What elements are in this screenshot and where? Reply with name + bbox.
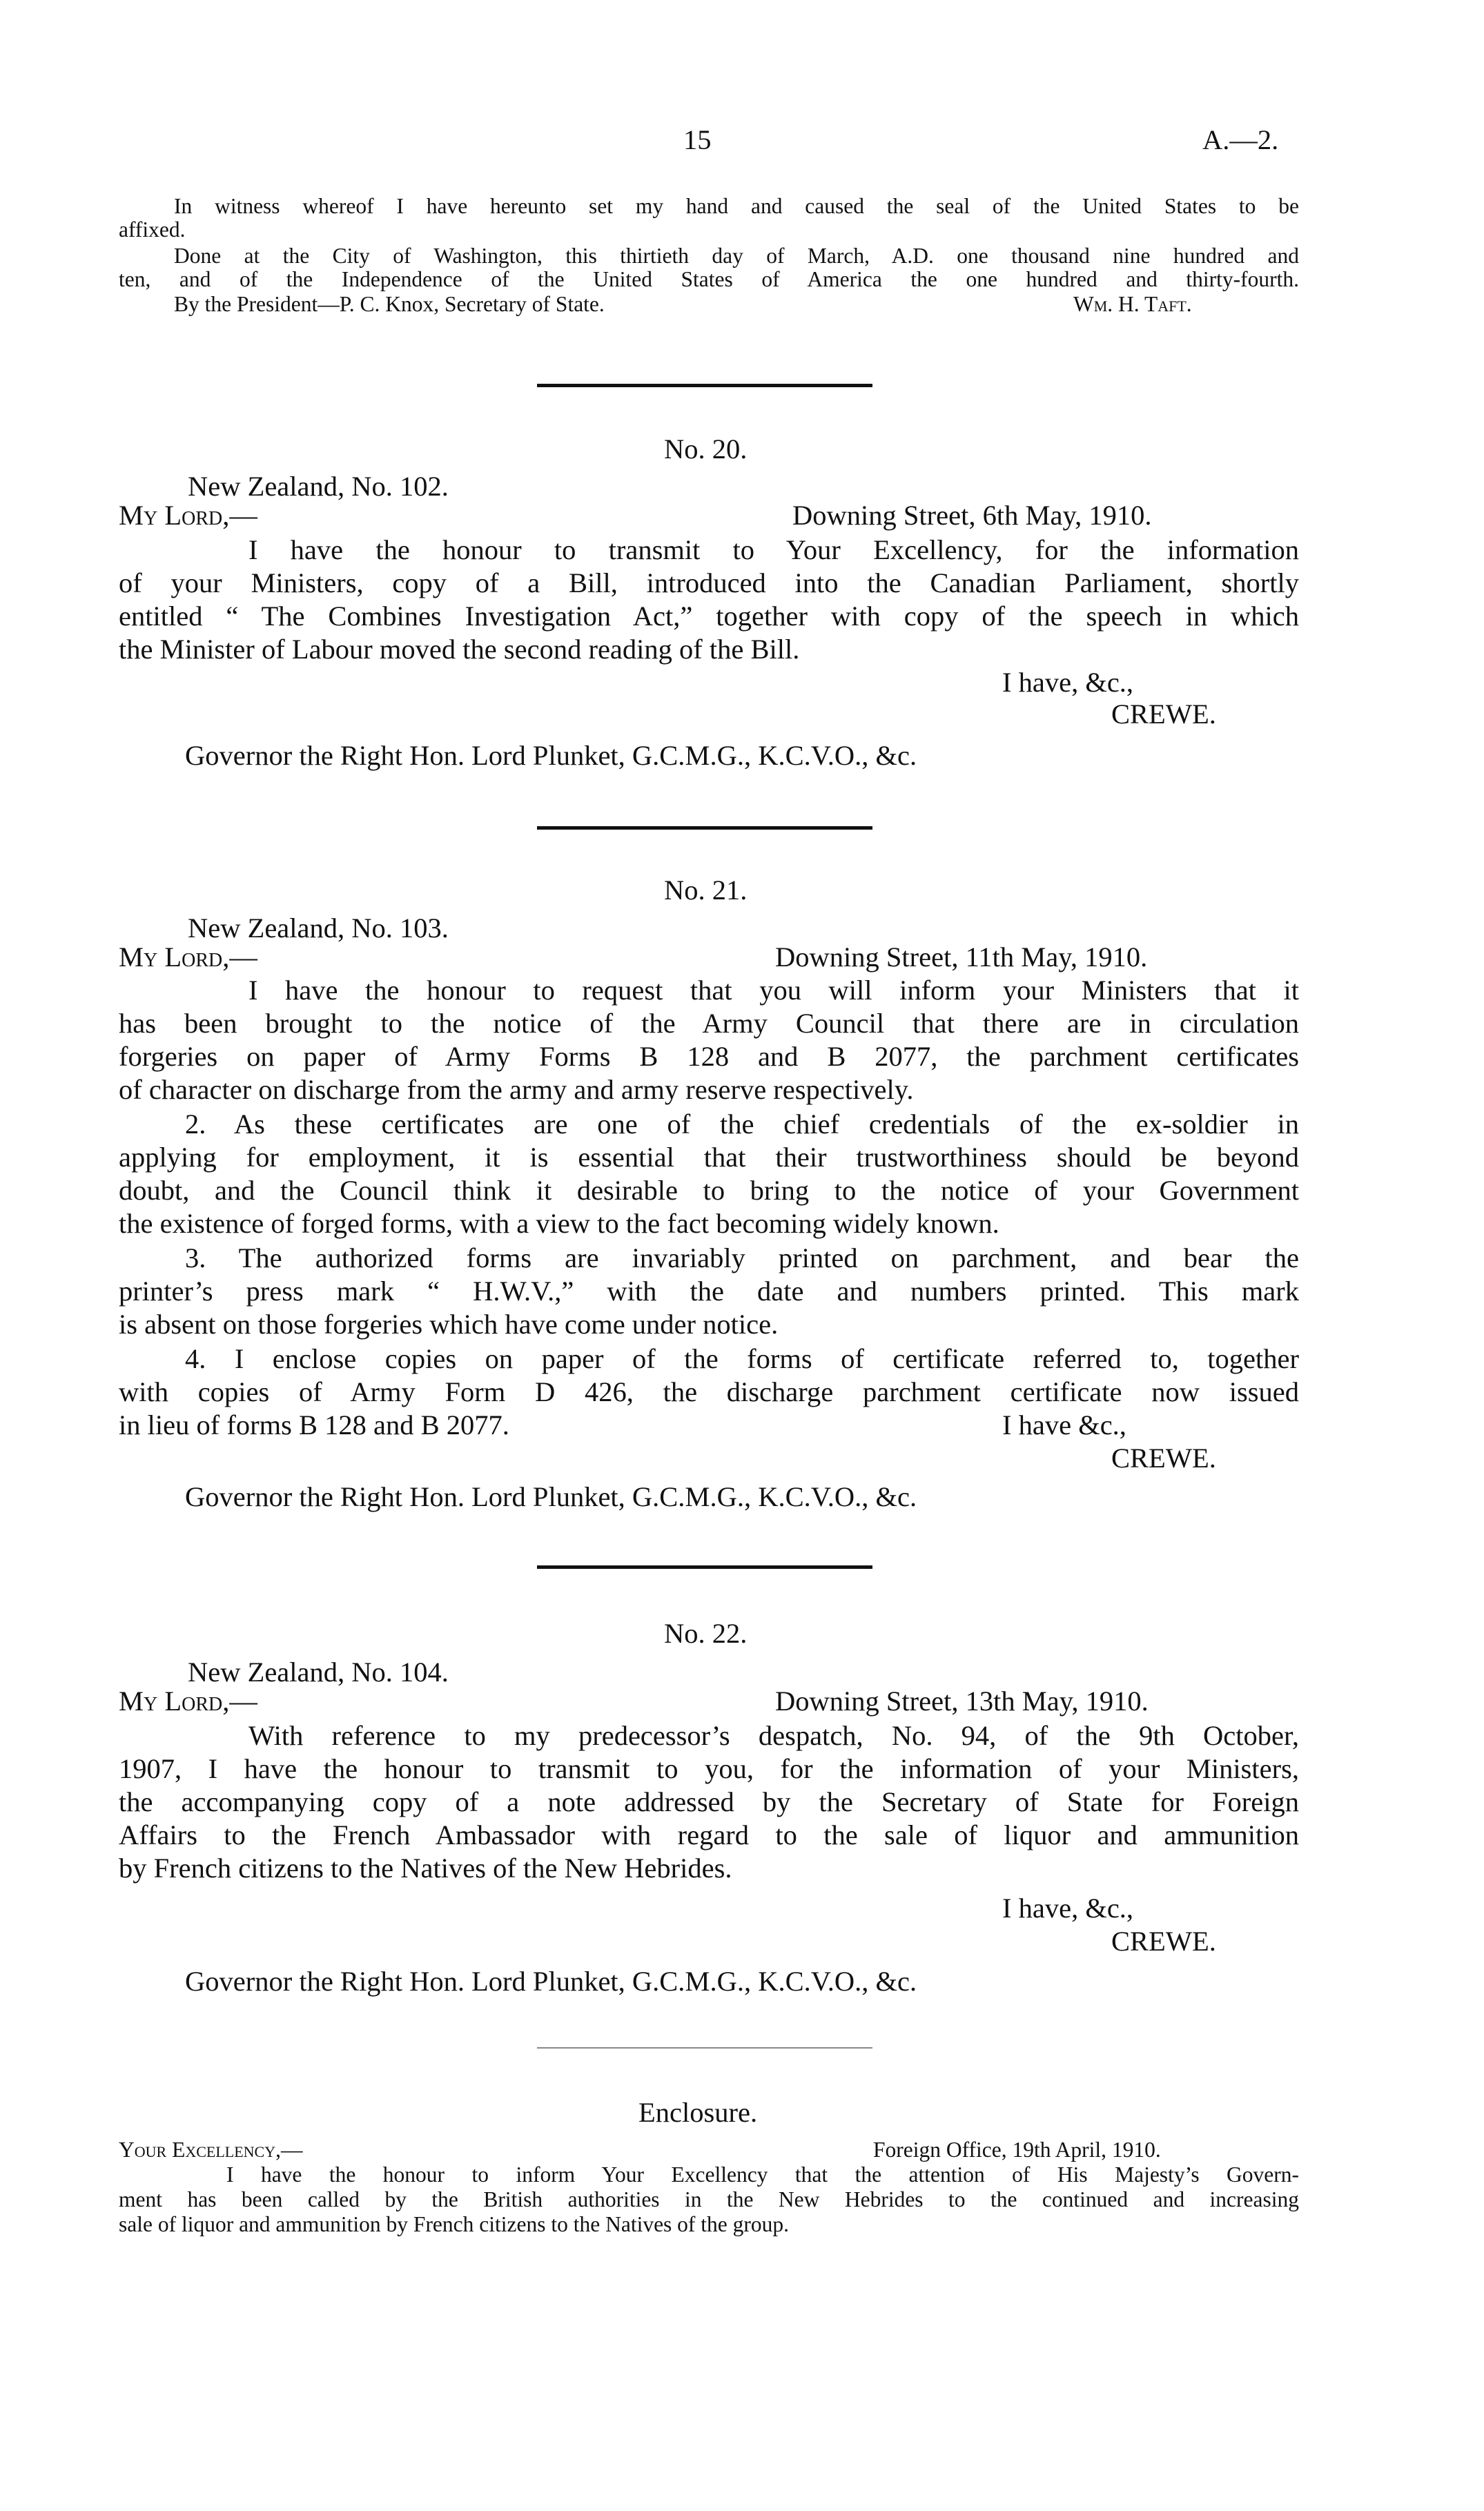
- addressee: Governor the Right Hon. Lord Plunket, G.C.M.G., K.C.V.O., &c.: [185, 740, 917, 771]
- despatch-reference: New Zealand, No. 102.: [188, 471, 449, 502]
- signature: CREWE.: [1111, 1926, 1216, 1957]
- addressee: Governor the Right Hon. Lord Plunket, G.C.M.G., K.C.V.O., &c.: [185, 1966, 917, 1997]
- witness-signature: Wm. H. Taft.: [1073, 292, 1192, 316]
- salutation: My Lord,—: [119, 500, 257, 531]
- body-line: 3. The authorized forms are invariably printed on parchment, and bear the: [185, 1242, 1299, 1273]
- body-line: the existence of forged forms, with a view to the fact becoming widely known.: [119, 1208, 999, 1239]
- salutation: My Lord,—: [119, 941, 257, 973]
- body-line: Affairs to the French Ambassador with regard to the sale of liquor and ammunition: [119, 1819, 1299, 1850]
- page-number: 15: [683, 124, 712, 155]
- place-date: Downing Street, 11th May, 1910.: [775, 941, 1148, 973]
- witness-line: ten, and of the Independence of the United States of America the one hundred and thirty-fourth.: [119, 267, 1299, 291]
- despatch-reference: New Zealand, No. 104.: [188, 1657, 449, 1688]
- body-line: by French citizens to the Natives of the New Hebrides.: [119, 1853, 732, 1884]
- signature: CREWE.: [1111, 698, 1216, 730]
- body-line: doubt, and the Council think it desirable to bring to the notice of your Government: [119, 1175, 1299, 1206]
- body-line: I have the honour to request that you will inform your Ministers that it: [248, 975, 1299, 1006]
- body-line: the Minister of Labour moved the second reading of the Bill.: [119, 634, 800, 665]
- body-line: With reference to my predecessor’s despatch, No. 94, of the 9th October,: [248, 1720, 1299, 1751]
- signature: CREWE.: [1111, 1443, 1216, 1474]
- paper-reference: A.—2.: [1202, 124, 1279, 155]
- closing: I have &c.,: [1002, 1409, 1126, 1440]
- enclosure-divider: [537, 2047, 872, 2049]
- enclosure-place-date: Foreign Office, 19th April, 1910.: [873, 2138, 1161, 2162]
- place-date: Downing Street, 13th May, 1910.: [775, 1686, 1149, 1717]
- despatch-number: No. 20.: [664, 433, 748, 465]
- body-line: printer’s press mark “ H.W.V.,” with the date and numbers printed. This mark: [119, 1276, 1299, 1307]
- body-line: applying for employment, it is essential that their trustworthiness should be beyond: [119, 1142, 1299, 1173]
- witness-line: In witness whereof I have hereunto set my hand and caused the seal of the United States to be: [174, 194, 1299, 218]
- witness-line: affixed.: [119, 217, 186, 242]
- body-line: is absent on those forgeries which have come under notice.: [119, 1309, 779, 1340]
- body-line: forgeries on paper of Army Forms B 128 and B 2077, the parchment certificates: [119, 1041, 1299, 1072]
- place-date: Downing Street, 6th May, 1910.: [792, 500, 1152, 531]
- enclosure-heading: Enclosure.: [638, 2097, 758, 2128]
- body-line: 4. I enclose copies on paper of the forms of certificate referred to, together: [185, 1343, 1299, 1374]
- closing: I have, &c.,: [1002, 667, 1134, 698]
- body-line: with copies of Army Form D 426, the discharge parchment certificate now issued: [119, 1376, 1299, 1407]
- body-line: 1907, I have the honour to transmit to you, for the information of your Ministers,: [119, 1753, 1299, 1784]
- section-divider: [537, 1565, 872, 1569]
- despatch-number: No. 22.: [664, 1618, 748, 1649]
- enclosure-body-line: I have the honour to inform Your Excellency that the attention of His Majesty’s Govern-: [226, 2162, 1299, 2187]
- body-line: I have the honour to transmit to Your Excellency, for the information: [248, 534, 1299, 565]
- salutation: My Lord,—: [119, 1686, 257, 1717]
- closing: I have, &c.,: [1002, 1893, 1134, 1924]
- body-line: of your Ministers, copy of a Bill, introduced into the Canadian Parliament, shortly: [119, 567, 1299, 598]
- section-divider: [537, 826, 872, 830]
- witness-by-president: By the President—P. C. Knox, Secretary of State.: [174, 292, 605, 316]
- despatch-number: No. 21.: [664, 875, 748, 906]
- despatch-reference: New Zealand, No. 103.: [188, 912, 449, 944]
- body-line: the accompanying copy of a note addressed by the Secretary of State for Foreign: [119, 1786, 1299, 1817]
- body-line: 2. As these certificates are one of the chief credentials of the ex-soldier in: [185, 1108, 1299, 1140]
- section-divider: [537, 384, 872, 387]
- enclosure-salutation: Your Excellency,—: [119, 2138, 303, 2162]
- body-line: of character on discharge from the army and army reserve respectively.: [119, 1074, 914, 1105]
- addressee: Governor the Right Hon. Lord Plunket, G.C.M.G., K.C.V.O., &c.: [185, 1481, 917, 1512]
- witness-line: Done at the City of Washington, this thirtieth day of March, A.D. one thousand nine hundred and: [174, 244, 1299, 268]
- body-line: in lieu of forms B 128 and B 2077.: [119, 1409, 509, 1440]
- enclosure-body-line: ment has been called by the British authorities in the New Hebrides to the continued and increasing: [119, 2187, 1299, 2211]
- body-line: entitled “ The Combines Investigation Act,” together with copy of the speech in which: [119, 600, 1299, 632]
- enclosure-body-line: sale of liquor and ammunition by French citizens to the Natives of the group.: [119, 2212, 790, 2236]
- body-line: has been brought to the notice of the Army Council that there are in circulation: [119, 1008, 1299, 1039]
